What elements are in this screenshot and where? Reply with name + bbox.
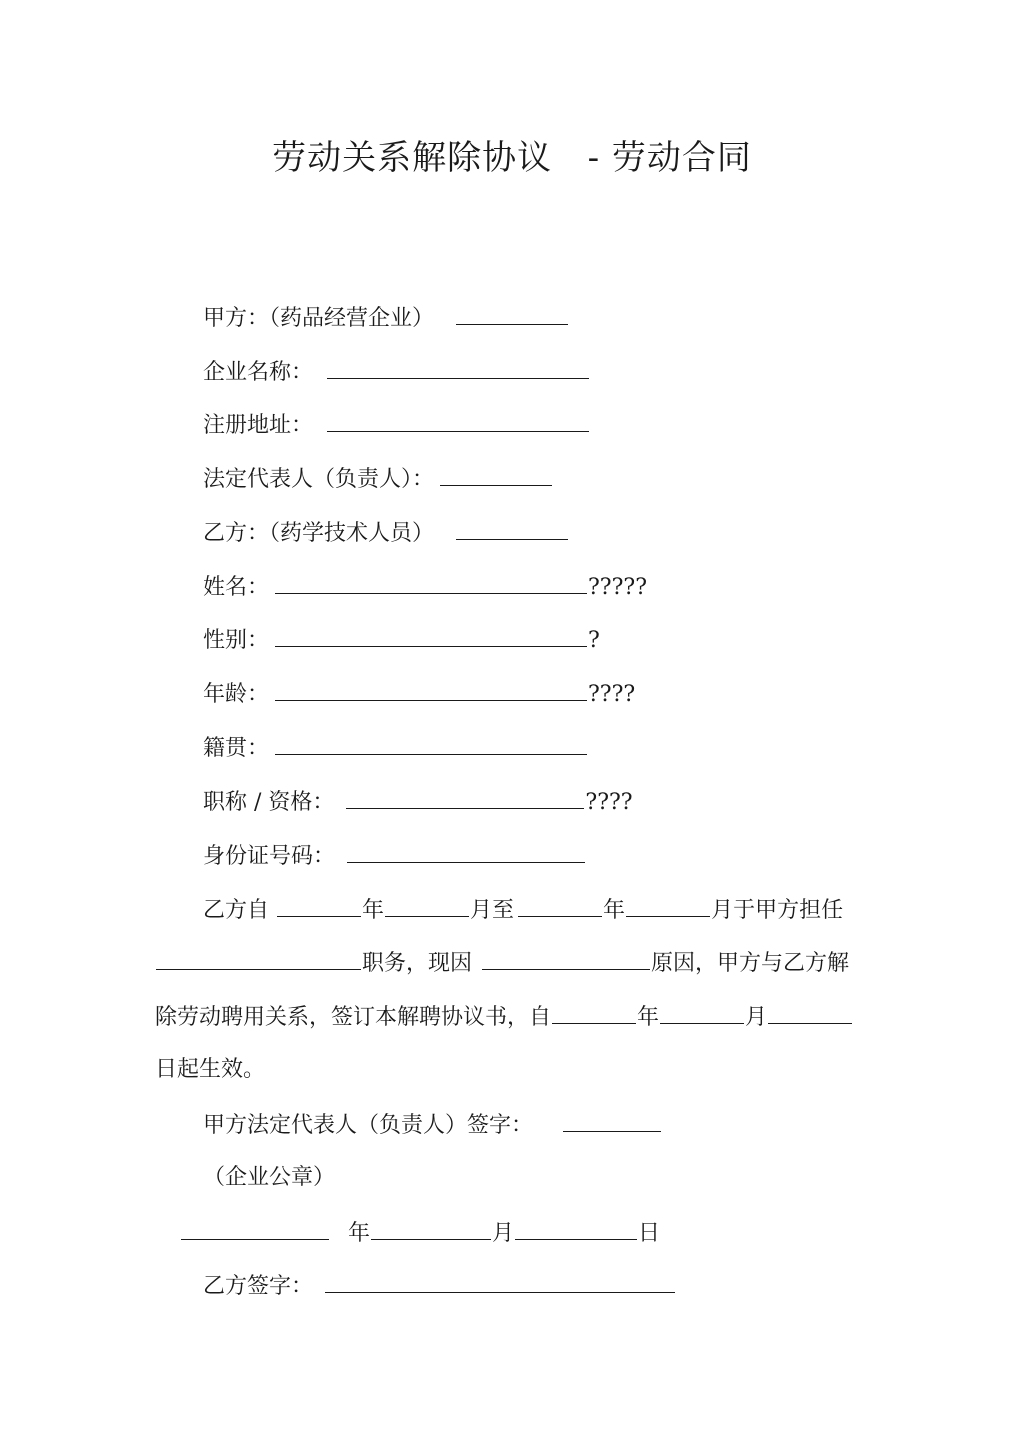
native-place-line: [203, 732, 588, 764]
party-a-blank[interactable]: [456, 302, 568, 325]
effective-month-blank[interactable]: [660, 1001, 744, 1024]
title-qual-label: 职称 / 资格：: [203, 790, 335, 815]
name-line: [203, 571, 647, 603]
end-month-blank[interactable]: [626, 894, 710, 917]
effective-year-label: 年: [637, 1005, 660, 1030]
start-month-blank[interactable]: [385, 894, 469, 917]
gender-blank[interactable]: [275, 624, 587, 647]
name-label: 姓名：: [203, 575, 270, 600]
effective-month-label: 月: [745, 1005, 768, 1030]
end-year-blank[interactable]: [518, 894, 602, 917]
sign-month-blank[interactable]: [371, 1217, 491, 1240]
id-number-line: [203, 840, 586, 872]
sign-year-blank[interactable]: [181, 1217, 329, 1240]
party-b-blank[interactable]: [456, 517, 568, 540]
party-a-sign-label: 甲方法定代表人（负责人）签字：: [203, 1113, 534, 1138]
reg-address-blank[interactable]: [327, 409, 589, 432]
native-place-blank[interactable]: [275, 732, 587, 755]
id-number-label: 身份证号码：: [203, 844, 336, 869]
gender-line: [203, 624, 600, 656]
legal-rep-label: 法定代表人（负责人）：: [203, 467, 435, 492]
gender-label: 性别：: [203, 628, 270, 653]
company-name-blank[interactable]: [327, 356, 589, 379]
body-line-1: [203, 894, 843, 926]
sign-month-label: 月: [492, 1221, 515, 1246]
seal-label: （企业公章）: [203, 1165, 336, 1190]
age-line: [203, 678, 635, 710]
sign-day-blank[interactable]: [515, 1217, 637, 1240]
end-month-label: 月于甲方担任: [711, 898, 844, 923]
age-suffix: ????: [588, 682, 636, 707]
start-year-label: 年: [362, 898, 385, 923]
party-b-line: [203, 517, 569, 549]
title-qual-blank[interactable]: [346, 786, 584, 809]
start-month-label: 月至: [470, 898, 515, 923]
body-p3-start: 除劳动聘用关系，签订本解聘协议书，自: [155, 1005, 552, 1030]
gender-suffix: ?: [588, 628, 600, 653]
company-name-line: [203, 356, 590, 388]
position-blank[interactable]: [156, 947, 361, 970]
body-line-4: [155, 1055, 265, 1085]
effective-day-blank[interactable]: [768, 1001, 852, 1024]
party-a-sign-blank[interactable]: [563, 1109, 661, 1132]
body-line-3: [155, 1001, 853, 1033]
effective-year-blank[interactable]: [552, 1001, 636, 1024]
body-line-2: [155, 947, 849, 979]
name-blank[interactable]: [275, 571, 587, 594]
document-title: 劳动关系解除协议 - 劳动合同: [272, 138, 752, 178]
party-b-sign-label: 乙方签字：: [203, 1274, 314, 1299]
title-qual-line: [203, 786, 633, 818]
position-label: 职务，现因: [362, 951, 473, 976]
party-a-label: 甲方：（药品经营企业）: [203, 306, 435, 331]
sign-year-label: 年: [348, 1221, 371, 1246]
end-year-label: 年: [603, 898, 626, 923]
party-a-line: [203, 302, 569, 334]
reason-label: 原因，甲方与乙方解: [651, 951, 850, 976]
native-place-label: 籍贯：: [203, 736, 270, 761]
reg-address-label: 注册地址：: [203, 413, 314, 438]
legal-rep-line: [203, 463, 553, 495]
name-suffix: ?????: [588, 575, 647, 600]
sign-date-line: [180, 1217, 660, 1249]
body-p4: 日起生效。: [155, 1057, 266, 1082]
party-b-sign-line: [203, 1270, 676, 1302]
body-p1-start: 乙方自: [203, 898, 270, 923]
reg-address-line: [203, 409, 590, 441]
age-blank[interactable]: [275, 678, 587, 701]
age-label: 年龄：: [203, 682, 270, 707]
legal-rep-blank[interactable]: [440, 463, 552, 486]
company-name-label: 企业名称：: [203, 360, 314, 385]
reason-blank[interactable]: [482, 947, 650, 970]
title-qual-suffix: ????: [585, 790, 633, 815]
seal-line: [203, 1163, 335, 1193]
party-b-label: 乙方：（药学技术人员）: [203, 521, 435, 546]
sign-day-label: 日: [638, 1221, 661, 1246]
start-year-blank[interactable]: [277, 894, 361, 917]
party-b-sign-blank[interactable]: [325, 1270, 675, 1293]
id-number-blank[interactable]: [347, 840, 585, 863]
party-a-sign-line: [203, 1109, 662, 1141]
